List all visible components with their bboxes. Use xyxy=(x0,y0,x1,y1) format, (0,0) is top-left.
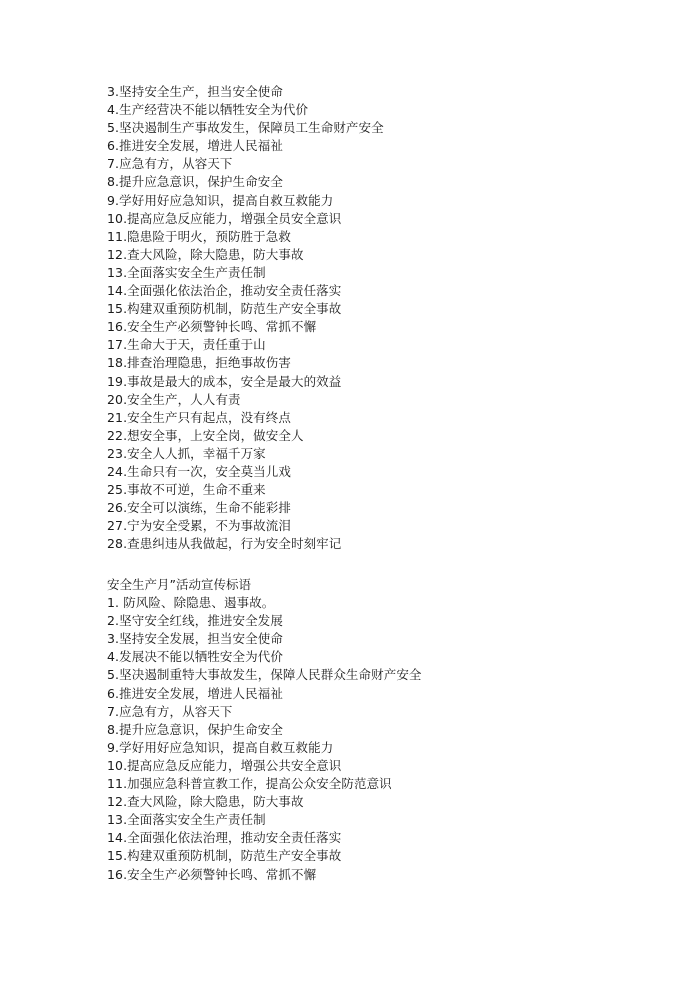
list-item: 13.全面落实安全生产责任制 xyxy=(107,264,266,280)
list-item: 18.排查治理隐患，拒绝事故伤害 xyxy=(107,355,291,371)
list-item: 16.安全生产必须警钟长鸣、常抓不懈 xyxy=(107,866,317,882)
list-item: 6.推进安全发展，增进人民福祉 xyxy=(107,685,283,701)
list-item: 21.安全生产只有起点，没有终点 xyxy=(107,409,291,425)
list-item: 6.推进安全发展，增进人民福祉 xyxy=(107,138,283,154)
list-item: 19.事故是最大的成本，安全是最大的效益 xyxy=(107,373,342,389)
list-item: 11.隐患险于明火，预防胜于急救 xyxy=(107,228,291,244)
list-item: 4.生产经营决不能以牺牲安全为代价 xyxy=(107,102,309,118)
list-item: 1. 防风险、除隐患、遏事故。 xyxy=(107,595,275,611)
slogan-list-two xyxy=(107,576,667,884)
list-item: 25.事故不可逆，生命不重来 xyxy=(107,482,266,498)
list-item: 14.全面强化依法治理，推动安全责任落实 xyxy=(107,830,342,846)
list-item: 16.安全生产必须警钟长鸣、常抓不懈 xyxy=(107,319,317,335)
list-item: 10.提高应急反应能力，增强公共安全意识 xyxy=(107,757,342,773)
list-item: 9.学好用好应急知识，提高自救互救能力 xyxy=(107,739,334,755)
list-item: 2.坚守安全红线，推进安全发展 xyxy=(107,613,283,629)
list-item: 5.坚决遏制重特大事故发生，保障人民群众生命财产安全 xyxy=(107,667,422,683)
list-item: 7.应急有方，从容天下 xyxy=(107,703,233,719)
list-item: 10.提高应急反应能力，增强全员安全意识 xyxy=(107,210,342,226)
list-item: 3.坚持安全发展，担当安全使命 xyxy=(107,631,283,647)
list-item: 11.加强应急科普宣教工作，提高公众安全防范意识 xyxy=(107,776,392,792)
list-item: 12.查大风险，除大隐患，防大事故 xyxy=(107,794,304,810)
list-item: 22.想安全事，上安全岗，做安全人 xyxy=(107,427,304,443)
list-item: 9.学好用好应急知识，提高自救互救能力 xyxy=(107,192,334,208)
list-item: 15.构建双重预防机制，防范生产安全事故 xyxy=(107,848,342,864)
list-item: 15.构建双重预防机制，防范生产安全事故 xyxy=(107,301,342,317)
list-item: 4.发展决不能以牺牲安全为代价 xyxy=(107,649,283,665)
list-item: 5.坚决遏制生产事故发生，保障员工生命财产安全 xyxy=(107,120,384,136)
list-item: 3.坚持安全生产，担当安全使命 xyxy=(107,84,283,99)
list-item: 13.全面落实安全生产责任制 xyxy=(107,812,266,828)
section-title: 安全生产月”活动宣传标语 xyxy=(107,577,251,592)
list-item: 20.安全生产，人人有责 xyxy=(107,391,241,407)
list-item: 24.生命只有一次，安全莫当儿戏 xyxy=(107,463,291,479)
list-item: 23.安全人人抓，幸福千万家 xyxy=(107,445,266,461)
list-item: 14.全面强化依法治企，推动安全责任落实 xyxy=(107,283,342,299)
slogan-list-one xyxy=(107,83,667,553)
list-item: 17.生命大于天，责任重于山 xyxy=(107,337,266,353)
list-item: 8.提升应急意识，保护生命安全 xyxy=(107,721,283,737)
list-item: 12.查大风险，除大隐患，防大事故 xyxy=(107,246,304,262)
list-item: 27.宁为安全受累，不为事故流泪 xyxy=(107,518,291,534)
list-item: 28.查患纠违从我做起，行为安全时刻牢记 xyxy=(107,536,342,552)
list-item: 26.安全可以演练，生命不能彩排 xyxy=(107,500,291,516)
list-item: 7.应急有方，从容天下 xyxy=(107,156,233,172)
list-item: 8.提升应急意识，保护生命安全 xyxy=(107,174,283,190)
